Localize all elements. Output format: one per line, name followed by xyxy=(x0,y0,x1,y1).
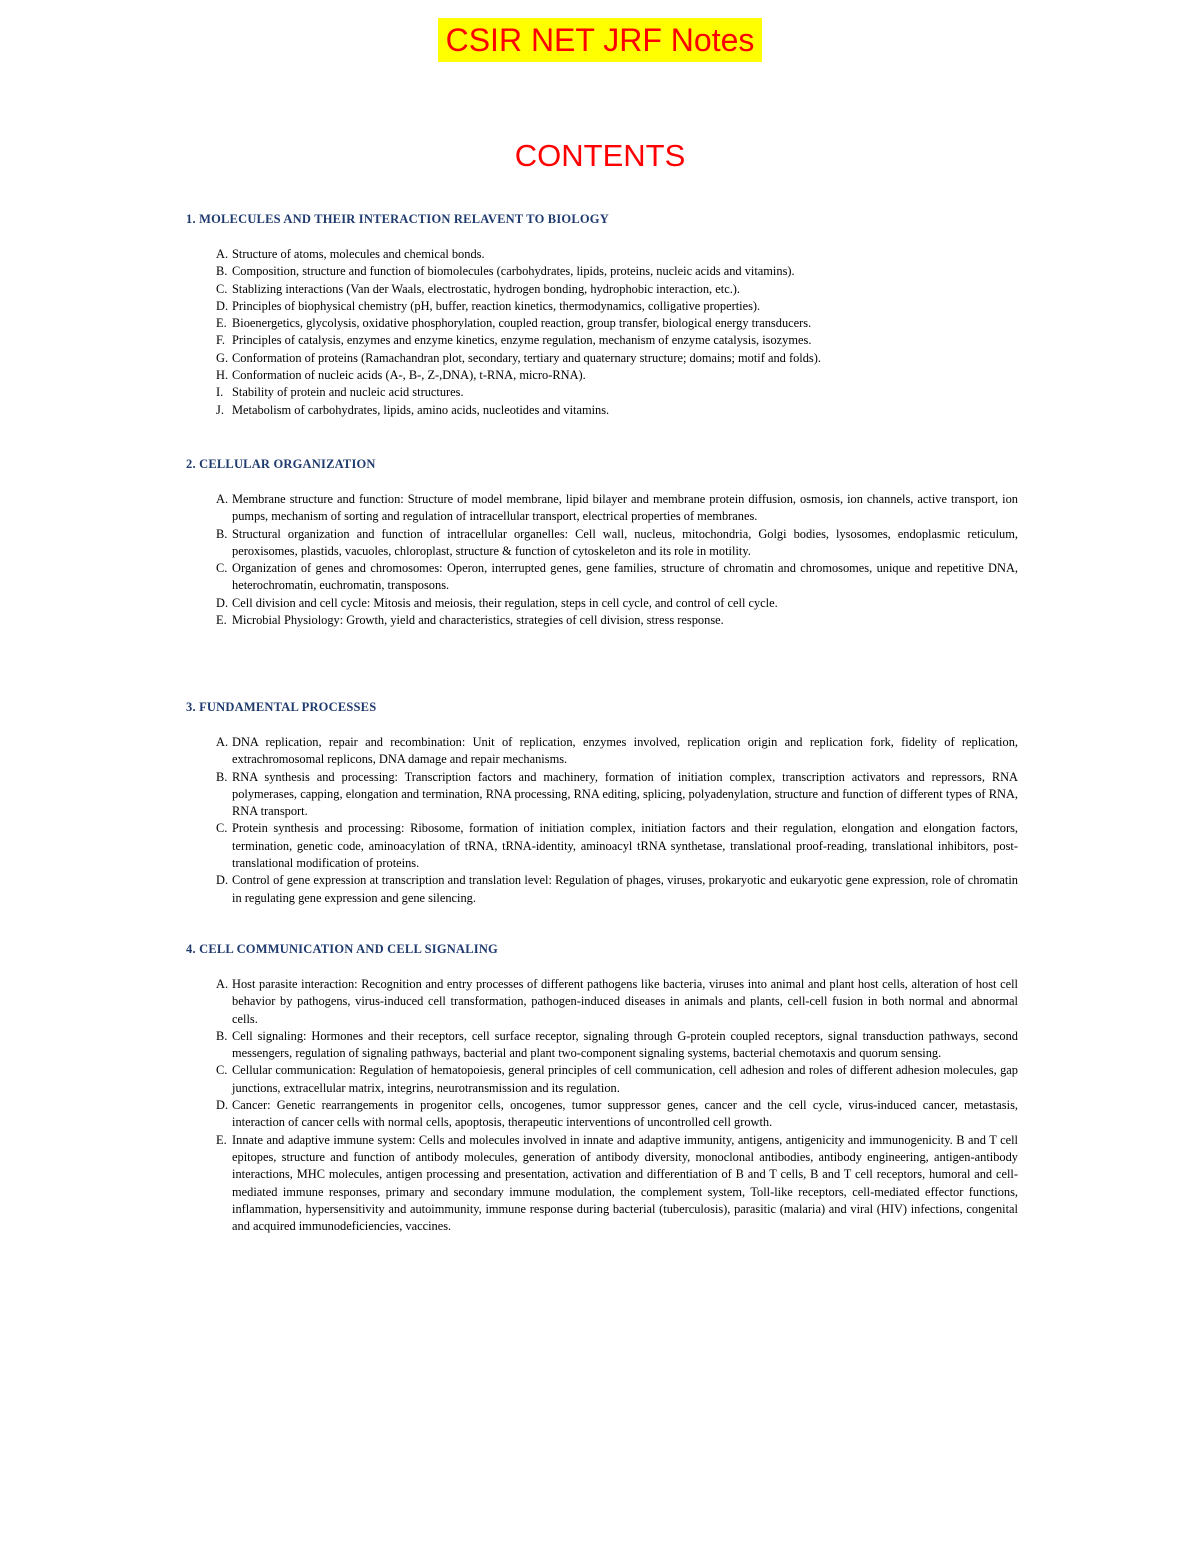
item-text: Composition, structure and function of biomolecules (carbohydrates, lipids, proteins, nucleic acids and vitamins). xyxy=(232,264,795,279)
list-item xyxy=(216,595,1018,612)
list-item xyxy=(216,384,1018,401)
item-text: Microbial Physiology: Growth, yield and characteristics, strategies of cell division, stress response. xyxy=(232,613,724,628)
item-letter: C. xyxy=(216,821,228,836)
contents-title: CONTENTS xyxy=(514,138,686,173)
item-letter: F. xyxy=(216,333,225,348)
section-heading: 4. CELL COMMUNICATION AND CELL SIGNALING xyxy=(186,942,498,956)
list-item xyxy=(216,315,1018,332)
list-item xyxy=(216,350,1018,367)
item-text: Principles of catalysis, enzymes and enzyme kinetics, enzyme regulation, mechanism of enzyme catalysis, isozymes. xyxy=(232,333,812,348)
item-letter: C. xyxy=(216,281,228,296)
list-item xyxy=(216,402,1018,419)
list-item xyxy=(216,612,1018,629)
item-text: Conformation of nucleic acids (A-, B-, Z-,DNA), t-RNA, micro-RNA). xyxy=(232,368,586,383)
list-item xyxy=(216,298,1018,315)
list-item xyxy=(216,491,1018,526)
item-text: Stablizing interactions (Van der Waals, electrostatic, hydrogen bonding, hydrophobic interaction, etc.). xyxy=(232,281,741,296)
list-item xyxy=(216,976,1018,1028)
item-letter: I. xyxy=(216,385,224,400)
list-item xyxy=(216,1028,1018,1063)
item-letter: E. xyxy=(216,613,227,628)
item-letter: B. xyxy=(216,264,228,279)
list-item xyxy=(216,1132,1018,1236)
list-item xyxy=(216,820,1018,872)
item-text: Host parasite interaction: Recognition and entry processes of different pathogens like bacteria, viruses into animal and plant host cells, alteration of host cell behavior by pathogens, virus-induced cell transformation, pathogen-induced diseases in animals and plants, cell-cell fusion in both normal and abnormal cells. xyxy=(232,977,1018,1026)
item-text: Stability of protein and nucleic acid structures. xyxy=(232,385,464,400)
item-text: Bioenergetics, glycolysis, oxidative phosphorylation, coupled reaction, group transfer, biological energy transducers. xyxy=(232,316,812,331)
item-letter: D. xyxy=(216,1098,229,1113)
item-text: Cell signaling: Hormones and their receptors, cell surface receptor, signaling through G-protein coupled receptors, signal transduction pathways, second messengers, regulation of signaling pathways, bacterial and plant two-component signaling systems, bacterial chemotaxis and quorum sensing. xyxy=(232,1028,1018,1061)
item-text: Membrane structure and function: Structure of model membrane, lipid bilayer and membrane protein diffusion, osmosis, ion channels, active transport, ion pumps, mechanism of sorting and regulation of intracellular transport, electrical properties of membranes. xyxy=(232,492,1018,524)
list-item xyxy=(216,332,1018,349)
item-letter: D. xyxy=(216,298,229,313)
item-text: Control of gene expression at transcription and translation level: Regulation of phages, viruses, prokaryotic and eukaryotic gene expression, role of chromatin in regulating gene expression and gene silencing. xyxy=(232,873,1018,905)
item-text: Metabolism of carbohydrates, lipids, amino acids, nucleotides and vitamins. xyxy=(232,402,610,417)
item-letter: A. xyxy=(216,247,229,261)
item-text: Structural organization and function of intracellular organelles: Cell wall, nucleus, mitochondria, Golgi bodies, lysosomes, endoplasmic reticulum, peroxisomes, plastids, vacuoles, chloroplast, structure & function of cytoskeleton and its role in motility. xyxy=(232,526,1018,558)
item-text: Principles of biophysical chemistry (pH, buffer, reaction kinetics, thermodynamics, colligative properties). xyxy=(232,298,761,313)
item-letter: A. xyxy=(216,492,229,506)
list-item xyxy=(216,560,1018,595)
item-letter: A. xyxy=(216,735,229,749)
item-letter: E. xyxy=(216,316,227,331)
banner-title: CSIR NET JRF Notes xyxy=(438,18,763,62)
item-text: Cancer: Genetic rearrangements in progenitor cells, oncogenes, tumor suppressor genes, cancer and the cell cycle, virus-induced cancer, metastasis, interaction of cancer cells with normal cells, apoptosis, therapeutic interventions of uncontrolled cell growth. xyxy=(232,1098,1018,1130)
item-letter: J. xyxy=(216,402,224,417)
item-letter: H. xyxy=(216,368,229,383)
list-item xyxy=(216,769,1018,821)
list-item xyxy=(216,734,1018,769)
list-item xyxy=(216,281,1018,298)
section-heading: 2. CELLULAR ORGANIZATION xyxy=(186,457,376,471)
item-letter: D. xyxy=(216,873,229,888)
section-items xyxy=(216,976,1018,1235)
list-item xyxy=(216,246,1018,263)
item-letter: D. xyxy=(216,595,229,610)
list-item xyxy=(216,526,1018,561)
item-text: Innate and adaptive immune system: Cells and molecules involved in innate and adaptive immunity, antigens, antigenicity and immunogenicity. B and T cell epitopes, structure and function of antibody molecules, generation of antibody diversity, monoclonal antibodies, antibody engineering, antigen-antibody interactions, MHC molecules, antigen processing and presentation, activation and differentiation of B and T cells, B and T cell receptors, humoral and cell-mediated immune responses, primary and secondary immune modulation, the complement system, Toll-like receptors, cell-mediated effector functions, inflammation, hypersensitivity and autoimmunity, immune response during bacterial (tuberculosis), parasitic (malaria) and viral (HIV) infections, congenital and acquired immunodeficiencies, vaccines. xyxy=(232,1132,1018,1234)
list-item xyxy=(216,872,1018,907)
notes-banner xyxy=(0,18,1200,62)
item-letter: B. xyxy=(216,769,228,784)
list-item xyxy=(216,1062,1018,1097)
item-text: Protein synthesis and processing: Ribosome, formation of initiation complex, initiation factors and their regulation, elongation and elongation factors, termination, genetic code, aminoacylation of tRNA, tRNA-identity, aminoacyl tRNA synthetase, translational proof-reading, translational inhibitors, post- translational modification of proteins. xyxy=(232,821,1018,871)
item-text: Cellular communication: Regulation of hematopoiesis, general principles of cell communication, cell adhesion and roles of different adhesion molecules, gap junctions, extracellular matrix, integrins, neurotransmission and its regulation. xyxy=(232,1063,1018,1095)
item-letter: C. xyxy=(216,561,228,576)
item-letter: G. xyxy=(216,350,229,365)
item-text: Cell division and cell cycle: Mitosis and meiosis, their regulation, steps in cell cycle, and control of cell cycle. xyxy=(232,595,778,610)
item-letter: B. xyxy=(216,1028,228,1043)
list-item xyxy=(216,263,1018,280)
item-text: RNA synthesis and processing: Transcription factors and machinery, formation of initiation complex, transcription activators and repressors, RNA polymerases, capping, elongation and termination, RNA processing, RNA editing, splicing, polyadenylation, structure and function of different types of RNA, RNA transport. xyxy=(232,769,1018,819)
section-items xyxy=(216,246,1018,419)
item-text: DNA replication, repair and recombination: Unit of replication, enzymes involved, replication origin and replication fork, fidelity of replication, extrachromosomal replicons, DNA damage and repair mechanisms. xyxy=(232,735,1018,767)
section-heading: 1. MOLECULES AND THEIR INTERACTION RELAVENT TO BIOLOGY xyxy=(186,212,609,226)
section-items xyxy=(216,491,1018,629)
item-text: Organization of genes and chromosomes: Operon, interrupted genes, gene families, structure of chromatin and chromosomes, unique and repetitive DNA, heterochromatin, euchromatin, transposons. xyxy=(232,561,1018,593)
item-letter: B. xyxy=(216,526,228,541)
list-item xyxy=(216,1097,1018,1132)
item-letter: C. xyxy=(216,1063,228,1078)
list-item xyxy=(216,367,1018,384)
section-items xyxy=(216,734,1018,907)
item-letter: E. xyxy=(216,1132,227,1147)
item-text: Conformation of proteins (Ramachandran plot, secondary, tertiary and quaternary structure; domains; motif and folds). xyxy=(232,350,821,365)
section-heading: 3. FUNDAMENTAL PROCESSES xyxy=(186,700,377,714)
item-letter: A. xyxy=(216,977,229,991)
item-text: Structure of atoms, molecules and chemical bonds. xyxy=(232,247,485,261)
